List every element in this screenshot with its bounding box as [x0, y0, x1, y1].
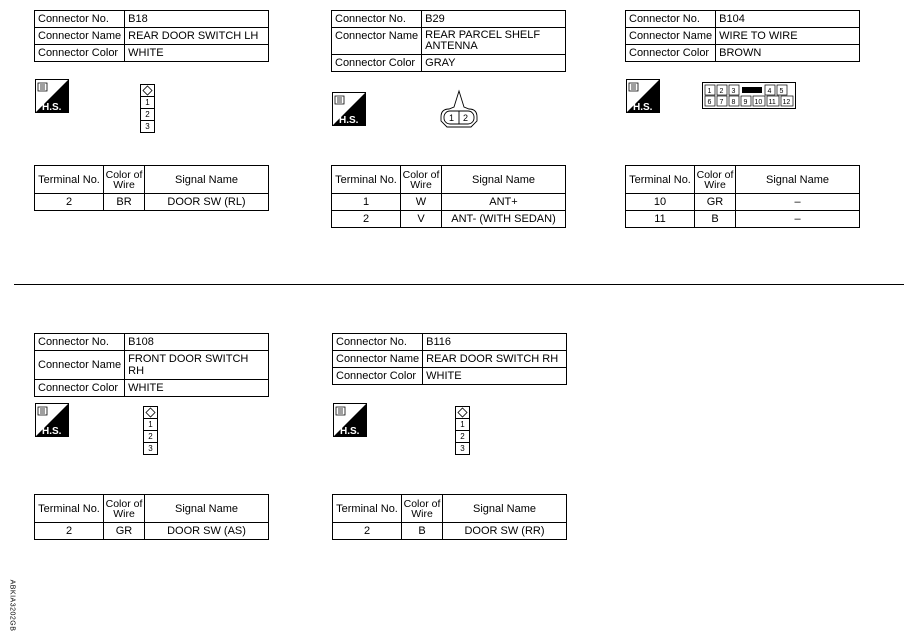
connector-color-value: BROWN	[716, 45, 860, 62]
header-signal-name: Signal Name	[442, 166, 566, 194]
connector-name-value: WIRE TO WIRE	[716, 28, 860, 45]
terminal-cell: 11	[626, 211, 695, 228]
harness-side-icon	[35, 403, 69, 437]
pin: 7	[719, 99, 724, 106]
connector-name-value: REAR DOOR SWITCH RH	[423, 351, 567, 368]
signal-cell: ANT- (WITH SEDAN)	[442, 211, 566, 228]
terminal-cell: 2	[35, 194, 104, 211]
svg-text:H.S.: H.S.	[340, 426, 360, 437]
header-terminal-no: Terminal No.	[332, 166, 401, 194]
signal-cell: DOOR SW (RR)	[443, 523, 567, 540]
header-terminal-no: Terminal No.	[35, 166, 104, 194]
wire-color-cell: B	[402, 523, 443, 540]
connector-color-value: WHITE	[125, 45, 269, 62]
table-row	[626, 194, 860, 211]
label-connector-no: Connector No.	[35, 11, 125, 28]
connector-info-b116	[332, 333, 567, 385]
label-connector-color: Connector Color	[35, 380, 125, 397]
table-row	[332, 211, 566, 228]
signal-cell: –	[736, 194, 860, 211]
pin: 1	[449, 113, 455, 123]
pin: 1	[707, 88, 712, 95]
label-connector-color: Connector Color	[333, 368, 423, 385]
lock-tab-icon	[456, 407, 469, 418]
pin: 1	[144, 418, 157, 430]
header-signal-name: Signal Name	[145, 495, 269, 523]
terminal-table-b18	[34, 165, 269, 211]
connector-info-b18	[34, 10, 269, 62]
header-color-of-wire: Color of Wire	[104, 495, 145, 523]
pin: 12	[782, 99, 791, 106]
wire-color-cell: GR	[104, 523, 145, 540]
pin: 5	[779, 88, 784, 95]
connector-face-b108	[143, 406, 158, 455]
connector-color-value: GRAY	[422, 55, 566, 72]
pin: 9	[743, 99, 748, 106]
label-connector-color: Connector Color	[35, 45, 125, 62]
section-divider	[14, 284, 904, 285]
wire-color-cell: BR	[104, 194, 145, 211]
lock-tab-icon	[141, 85, 154, 96]
label-connector-no: Connector No.	[332, 11, 422, 28]
signal-cell: DOOR SW (AS)	[145, 523, 269, 540]
label-connector-color: Connector Color	[626, 45, 716, 62]
connector-no-value: B116	[423, 334, 567, 351]
header-color-of-wire: Color of Wire	[104, 166, 145, 194]
pin: 11	[768, 99, 776, 106]
terminal-cell: 2	[333, 523, 402, 540]
signal-cell: –	[736, 211, 860, 228]
pin: 3	[731, 88, 736, 95]
header-color-of-wire: Color of Wire	[401, 166, 442, 194]
connector-info-b108	[34, 333, 269, 397]
connector-face-b29	[437, 89, 481, 129]
wire-color-cell: B	[695, 211, 736, 228]
terminal-table-b116	[332, 494, 567, 540]
pin: 4	[767, 88, 772, 95]
harness-side-icon	[35, 79, 69, 113]
pin: 2	[144, 430, 157, 442]
header-signal-name: Signal Name	[443, 495, 567, 523]
signal-cell: ANT+	[442, 194, 566, 211]
header-terminal-no: Terminal No.	[333, 495, 402, 523]
pin: 1	[141, 96, 154, 108]
pin: 2	[456, 430, 469, 442]
label-connector-name: Connector Name	[35, 28, 125, 45]
svg-text:H.S.: H.S.	[339, 115, 359, 126]
connector-face-b104	[702, 82, 796, 109]
connector-color-value: WHITE	[423, 368, 567, 385]
harness-side-icon	[333, 403, 367, 437]
header-terminal-no: Terminal No.	[626, 166, 695, 194]
pin: 10	[754, 99, 763, 106]
wire-color-cell: GR	[695, 194, 736, 211]
connector-no-value: B108	[125, 334, 269, 351]
label-connector-color: Connector Color	[332, 55, 422, 72]
pin: 3	[456, 442, 469, 454]
pin: 2	[719, 88, 724, 95]
terminal-cell: 2	[35, 523, 104, 540]
terminal-table-b29	[331, 165, 566, 228]
connector-name-value: REAR PARCEL SHELF ANTENNA	[422, 28, 566, 55]
label-connector-name: Connector Name	[626, 28, 716, 45]
connector-name-value: REAR DOOR SWITCH LH	[125, 28, 269, 45]
table-row	[626, 211, 860, 228]
label-connector-name: Connector Name	[333, 351, 423, 368]
connector-face-b116	[455, 406, 470, 455]
connector-no-value: B29	[422, 11, 566, 28]
pin: 6	[707, 99, 712, 106]
wire-color-cell: W	[401, 194, 442, 211]
connector-no-value: B18	[125, 11, 269, 28]
header-color-of-wire: Color of Wire	[402, 495, 443, 523]
connector-info-b29	[331, 10, 566, 72]
connector-name-value: FRONT DOOR SWITCH RH	[125, 351, 269, 380]
svg-text:H.S.: H.S.	[42, 426, 62, 437]
svg-text:H.S.: H.S.	[633, 102, 653, 113]
terminal-table-b104	[625, 165, 860, 228]
label-connector-name: Connector Name	[35, 351, 125, 380]
label-connector-name: Connector Name	[332, 28, 422, 55]
terminal-cell: 1	[332, 194, 401, 211]
table-row	[35, 523, 269, 540]
terminal-cell: 10	[626, 194, 695, 211]
figure-id: ABKIA3202GB	[8, 579, 16, 632]
header-signal-name: Signal Name	[145, 166, 269, 194]
header-color-of-wire: Color of Wire	[695, 166, 736, 194]
terminal-cell: 2	[332, 211, 401, 228]
label-connector-no: Connector No.	[35, 334, 125, 351]
connector-no-value: B104	[716, 11, 860, 28]
hs-label: H.S.	[42, 102, 62, 113]
connector-color-value: WHITE	[125, 380, 269, 397]
harness-side-icon	[332, 92, 366, 126]
table-row	[333, 523, 567, 540]
harness-side-icon	[626, 79, 660, 113]
pin: 2	[463, 113, 469, 123]
pin: 1	[456, 418, 469, 430]
header-terminal-no: Terminal No.	[35, 495, 104, 523]
table-row	[35, 194, 269, 211]
label-connector-no: Connector No.	[626, 11, 716, 28]
connector-info-b104	[625, 10, 860, 62]
label-connector-no: Connector No.	[333, 334, 423, 351]
connector-face-b18	[140, 84, 155, 133]
pin: 8	[731, 99, 736, 106]
pin: 3	[144, 442, 157, 454]
lock-tab-icon	[742, 87, 762, 93]
header-signal-name: Signal Name	[736, 166, 860, 194]
signal-cell: DOOR SW (RL)	[145, 194, 269, 211]
pin: 3	[141, 120, 154, 132]
wire-color-cell: V	[401, 211, 442, 228]
table-row	[332, 194, 566, 211]
lock-tab-icon	[144, 407, 157, 418]
pin: 2	[141, 108, 154, 120]
terminal-table-b108	[34, 494, 269, 540]
